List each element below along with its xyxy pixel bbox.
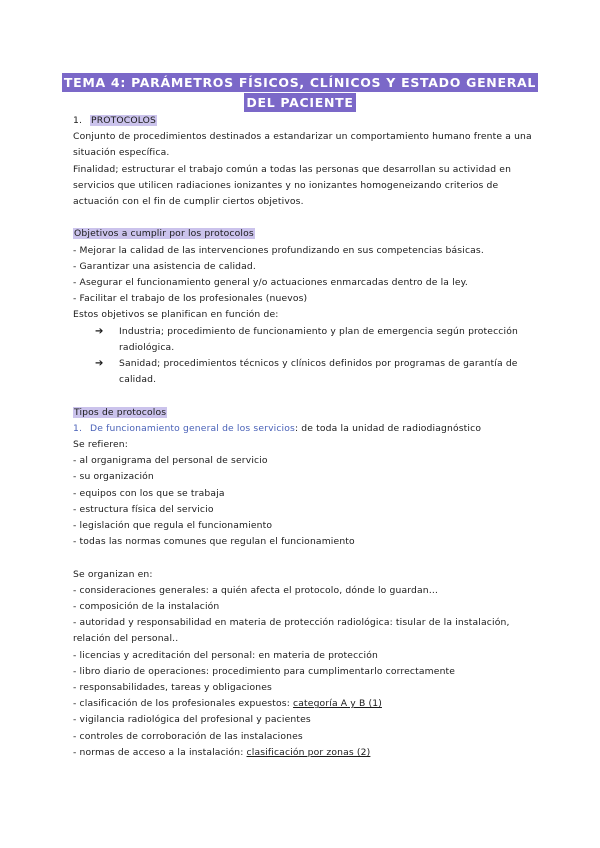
title-line-1: TEMA 4: PARÁMETROS FÍSICOS, CLÍNICOS Y ESTADO GENERAL xyxy=(63,75,537,90)
organized-item: - libro diario de operaciones: procedimiento para cumplimentarlo correctamente xyxy=(73,665,456,677)
organized-item: - licencias y acreditación del personal: en materia de protección xyxy=(73,649,378,661)
organized-intro: Se organizan en: xyxy=(73,568,153,580)
planning-item-sanidad: ➔ Sanidad; procedimientos técnicos y clínicos definidos por programas de garantía de calidad. xyxy=(95,358,518,386)
organized-item: - vigilancia radiológica del profesional y pacientes xyxy=(73,714,311,726)
refers-intro: Se refieren: xyxy=(73,439,129,451)
protocol-type-1-title: De funcionamiento general de los servicios xyxy=(90,422,295,434)
category-ab-link[interactable]: categoría A y B (1) xyxy=(293,698,382,710)
organized-item-classification: - clasificación de los profesionales expuestos: categoría A y B (1) xyxy=(73,698,382,710)
title-line-2: DEL PACIENTE xyxy=(246,95,354,110)
refers-item: - legislación que regula el funcionamiento xyxy=(73,520,273,532)
objective-item: - Garantizar una asistencia de calidad. xyxy=(73,260,256,272)
protocol-types-heading: Tipos de protocolos xyxy=(74,406,167,418)
planning-list xyxy=(73,324,533,389)
section-1-title: PROTOCOLOS xyxy=(91,115,157,126)
organized-item: - controles de corroboración de las instalaciones xyxy=(73,730,303,742)
document-body xyxy=(73,113,533,761)
organized-item-access: - normas de acceso a la instalación: clasificación por zonas (2) xyxy=(73,746,371,758)
planning-intro: Estos objetivos se planifican en función de: xyxy=(73,309,279,321)
objective-item: - Mejorar la calidad de las intervenciones profundizando en sus competencias básicas. xyxy=(73,244,484,256)
refers-item: - equipos con los que se trabaja xyxy=(73,487,225,499)
arrow-right-icon: ➔ xyxy=(95,325,104,337)
page-title xyxy=(0,72,600,112)
protocol-purpose: Finalidad; estructurar el trabajo común a todas las personas que desarrollan su actividad en servicios que utilicen radiaciones ionizantes y no ionizantes homogeneizando criterios de actuación con el fin de cumplir ciertos objetivos. xyxy=(73,163,512,208)
section-1-heading: 1. PROTOCOLOS xyxy=(73,115,157,126)
protocol-definition: Conjunto de procedimientos destinados a estandarizar un comportamiento humano frente a una situación específica. xyxy=(73,131,532,159)
organized-item: - responsabilidades, tareas y obligaciones xyxy=(73,682,272,694)
objectives-heading: Objetivos a cumplir por los protocolos xyxy=(74,228,254,240)
arrow-right-icon: ➔ xyxy=(95,358,104,370)
protocol-type-1: 1. De funcionamiento general de los servicios: de toda la unidad de radiodiagnóstico xyxy=(73,422,482,434)
objective-item: - Facilitar el trabajo de los profesionales (nuevos) xyxy=(73,293,308,305)
organized-item: - composición de la instalación xyxy=(73,601,220,613)
refers-item: - al organigrama del personal de servicio xyxy=(73,455,268,467)
organized-item: - autoridad y responsabilidad en materia de protección radiológica: tisular de la instalación, relación del personal.. xyxy=(73,617,510,645)
zone-classification-link[interactable]: clasificación por zonas (2) xyxy=(246,746,371,758)
organized-item: - consideraciones generales: a quién afecta el protocolo, dónde lo guardan… xyxy=(73,584,439,596)
refers-item: - su organización xyxy=(73,471,154,483)
planning-item-industria: ➔ Industria; procedimiento de funcionamiento y plan de emergencia según protección radiológica. xyxy=(95,325,518,353)
refers-item: - todas las normas comunes que regulan el funcionamiento xyxy=(73,536,355,548)
objective-item: - Asegurar el funcionamiento general y/o actuaciones enmarcadas dentro de la ley. xyxy=(73,277,468,289)
refers-item: - estructura física del servicio xyxy=(73,503,214,515)
